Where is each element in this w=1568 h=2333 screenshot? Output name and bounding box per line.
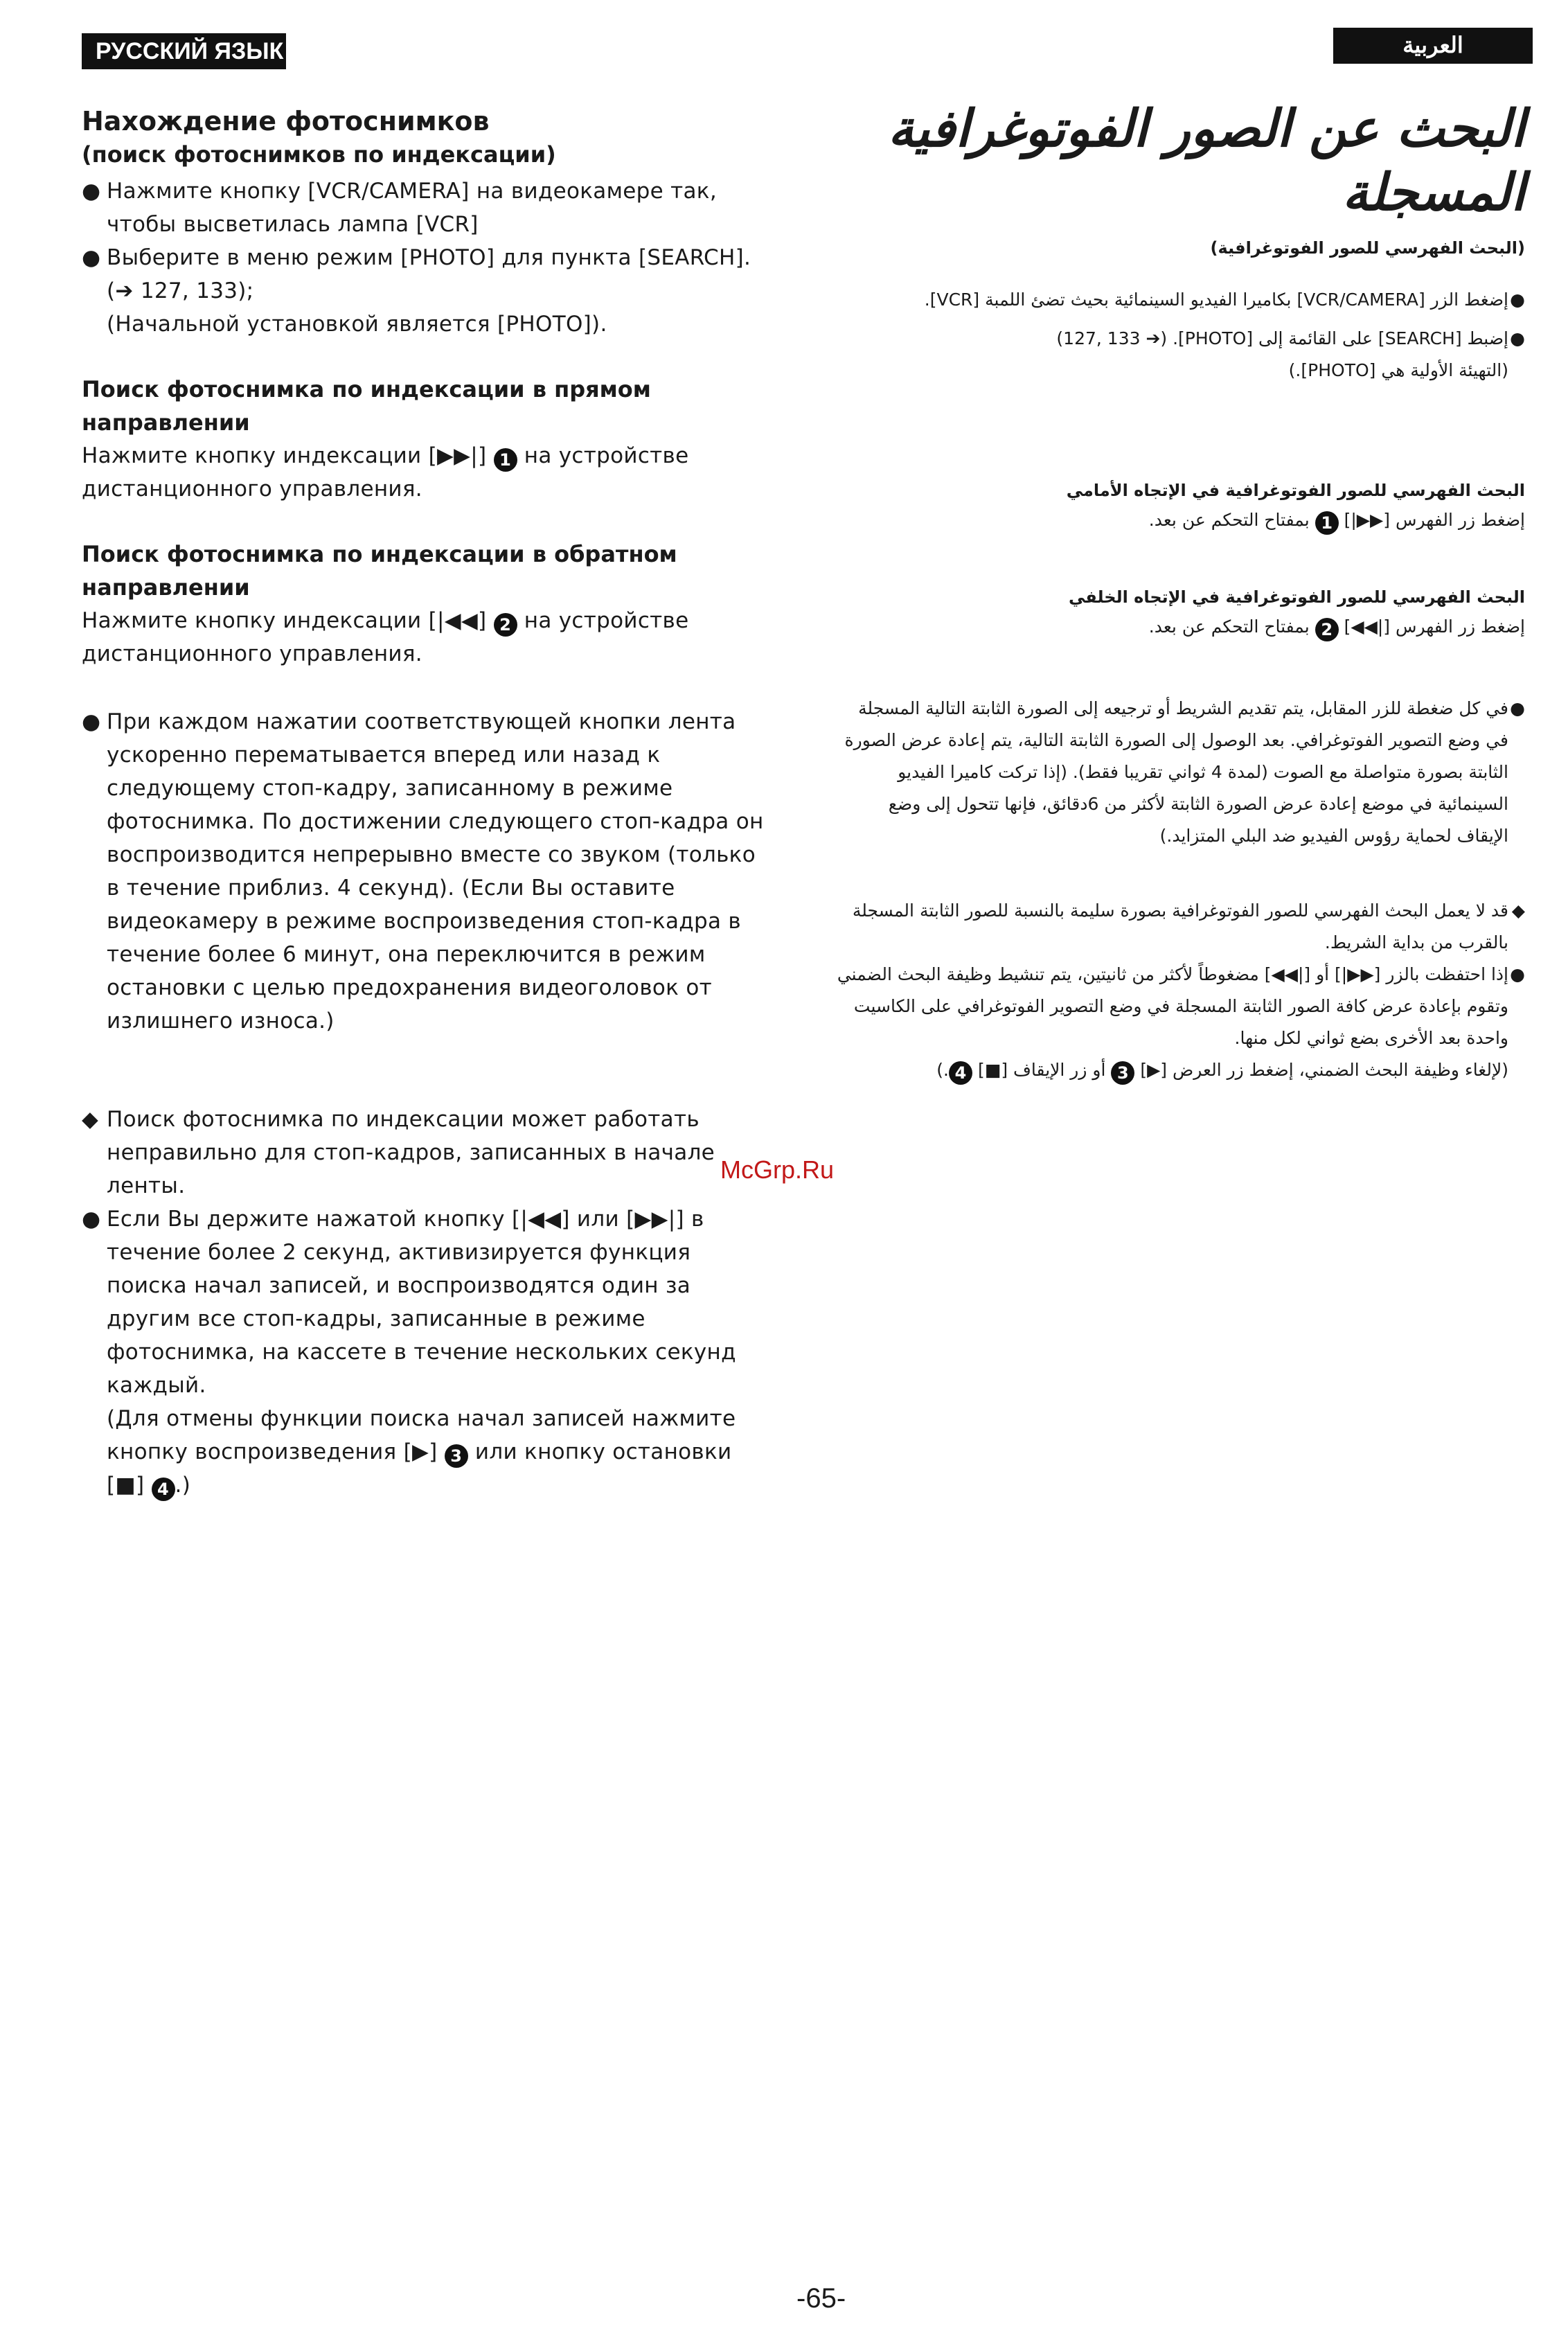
ru-intro-item: (Начальной установкой является [PHOTO]). — [107, 312, 607, 337]
ru-forward-section — [82, 373, 760, 506]
bullet-icon: ● — [82, 709, 101, 734]
ar-note-2: ◆ قد لا يعمل البحث الفهرسي للصور الفوتوغرافية بصورة سليمة بالنسبة للصور الثابتة المسجلة بالقرب من بداية الشريط. — [832, 895, 1525, 959]
ar-notes-2-3 — [832, 895, 1525, 1086]
ar-page-title: البحث عن الصور الفوتوغرافية المسجلة — [888, 99, 1525, 222]
ru-intro-list — [82, 175, 760, 341]
number-1-icon: 1 — [494, 448, 517, 472]
ru-forward-heading: Поиск фотоснимка по индексации в прямом направлении — [82, 376, 651, 436]
ru-intro-item: ● Выберите в меню режим [PHOTO] для пункта [SEARCH]. (➔ 127, 133); — [82, 245, 751, 303]
watermark: McGrp.Ru — [720, 1155, 835, 1184]
ar-intro-item: (التهيئة الأولية هي [PHOTO].) — [1288, 360, 1508, 380]
ru-intro-item: ● Нажмите кнопку [VCR/CAMERA] на видеокамере так, чтобы высветилась лампа [VCR] — [82, 179, 717, 237]
ar-note-3: ● إذا احتفظت بالزر [▶▶|] أو [|◀◀] مضغوطاً لأكثر من ثانيتين، يتم تنشيط وظيفة البحث الضمني وتقوم بإعادة عرض كافة الصور الثابتة المسجلة في وضع التصوير الفوتوغرافي على الكاسيت واحدة بعد الأخرى بضع ثواني لكل منها. — [832, 959, 1525, 1054]
language-tag-arabic: العربية — [1333, 28, 1533, 64]
number-3-icon: 3 — [1111, 1061, 1134, 1085]
ru-reverse-heading: Поиск фотоснимка по индексации в обратном направлении — [82, 541, 677, 601]
ru-page-title: Нахождение фотоснимков — [82, 106, 490, 136]
ru-reverse-text: Нажмите кнопку индексации [|◀◀] 2 на устройстве дистанционного управления. — [82, 608, 689, 666]
diamond-icon: ◆ — [1511, 901, 1525, 921]
ru-title-block — [82, 104, 760, 170]
ru-notes-2-3 — [82, 1103, 760, 1502]
bullet-icon: ● — [1510, 698, 1525, 718]
ar-note-3-cancel: (لإلغاء وظيفة البحث الضمني، إضغط زر العرض [▶] 3 أو زر الإيقاف [■] 4.) — [832, 1054, 1525, 1086]
ar-intro-list — [832, 284, 1525, 387]
ru-note-3: ● Если Вы держите нажатой кнопку [|◀◀] или [▶▶|] в течение более 2 секунд, активизируется функция поиска начал записей, и воспроизводятся один за другим все стоп-кадры, записанные в режиме фотоснимка, на кассете в течение нескольких секунд каждый. — [82, 1203, 765, 1402]
ar-intro-item: ● إضبط [SEARCH] على القائمة إلى [PHOTO]. (➔ 127, 133) — [1056, 328, 1525, 348]
page-number: -65- — [796, 2283, 846, 2314]
ar-forward-heading: البحث الفهرسي للصور الفوتوغرافية في الإتجاه الأمامي — [1066, 481, 1525, 500]
number-2-icon: 2 — [1315, 618, 1339, 641]
diamond-icon: ◆ — [82, 1107, 99, 1132]
ru-page-subtitle: (поиск фотоснимков по индексации) — [82, 141, 556, 168]
ru-note-1: ● При каждом нажатии соответствующей кнопки лента ускоренно перематывается вперед или назад к следующему стоп-кадру, записанному в режиме фотоснимка. По достижении следующего стоп-кадра он воспроизводится непрерывно вместе со звуком (только в течение приблиз. 4 секунд). (Если Вы оставите видеокамеру в режиме воспроизведения стоп-кадра в течение более 6 минут, она переключится в режим остановки с целью предохранения видеоголовок от излишнего износа.) — [82, 705, 760, 1038]
ar-forward-text: إضغط زر الفهرس [▶▶|] 1 بمفتاح التحكم عن بعد. — [832, 504, 1525, 536]
ar-reverse-section — [832, 583, 1525, 643]
ru-note-2: ◆ Поиск фотоснимка по индексации может работать неправильно для стоп-кадров, записанных в начале ленты. — [82, 1103, 765, 1203]
bullet-icon: ● — [82, 1207, 101, 1232]
number-3-icon: 3 — [445, 1444, 468, 1468]
ru-forward-text: Нажмите кнопку индексации [▶▶|] 1 на устройстве дистанционного управления. — [82, 443, 689, 502]
ar-page-subtitle: (البحث الفهرسي للصور الفوتوغرافية) — [1210, 238, 1525, 258]
language-tag-russian: РУССКИЙ ЯЗЫК — [82, 33, 286, 69]
ar-intro-item: ● إضغط الزر [VCR/CAMERA] بكاميرا الفيديو السينمائية بحيث تضئ اللمبة [VCR]. — [924, 290, 1525, 310]
ar-note-1: ● في كل ضغطة للزر المقابل، يتم تقديم الشريط أو ترجيعه إلى الصورة الثابتة التالية المسجلة في وضع التصوير الفوتوغرافي. بعد الوصول إلى الصورة الثابتة التالية، يتم إعادة عرض الصورة الثابتة بصورة متواصلة مع الصوت (لمدة 4 ثواني تقريبا فقط). (إذا تركت كاميرا الفيديو السينمائية في موضع إعادة عرض الصورة الثابتة لأكثر من 6دقائق، فإنها تتحول إلى وضع الإيقاف لحماية رؤوس الفيديو ضد البلي المتزايد.) — [832, 693, 1525, 852]
number-2-icon: 2 — [494, 613, 517, 637]
number-1-icon: 1 — [1315, 511, 1339, 535]
ar-reverse-heading: البحث الفهرسي للصور الفوتوغرافية في الإتجاه الخلفي — [1068, 587, 1525, 607]
ar-title-block — [832, 97, 1525, 262]
number-4-icon: 4 — [949, 1061, 972, 1085]
ar-forward-section — [832, 477, 1525, 536]
ru-reverse-section — [82, 538, 760, 671]
ru-note-3-cancel: (Для отмены функции поиска начал записей нажмите кнопку воспроизведения [▶] 3 или кнопку остановки [■] 4 .) — [82, 1402, 765, 1502]
ar-reverse-text: إضغط زر الفهرس [|◀◀] 2 بمفتاح التحكم عن بعد. — [832, 611, 1525, 643]
number-4-icon: 4 — [152, 1478, 175, 1501]
bullet-icon: ● — [1510, 964, 1525, 984]
